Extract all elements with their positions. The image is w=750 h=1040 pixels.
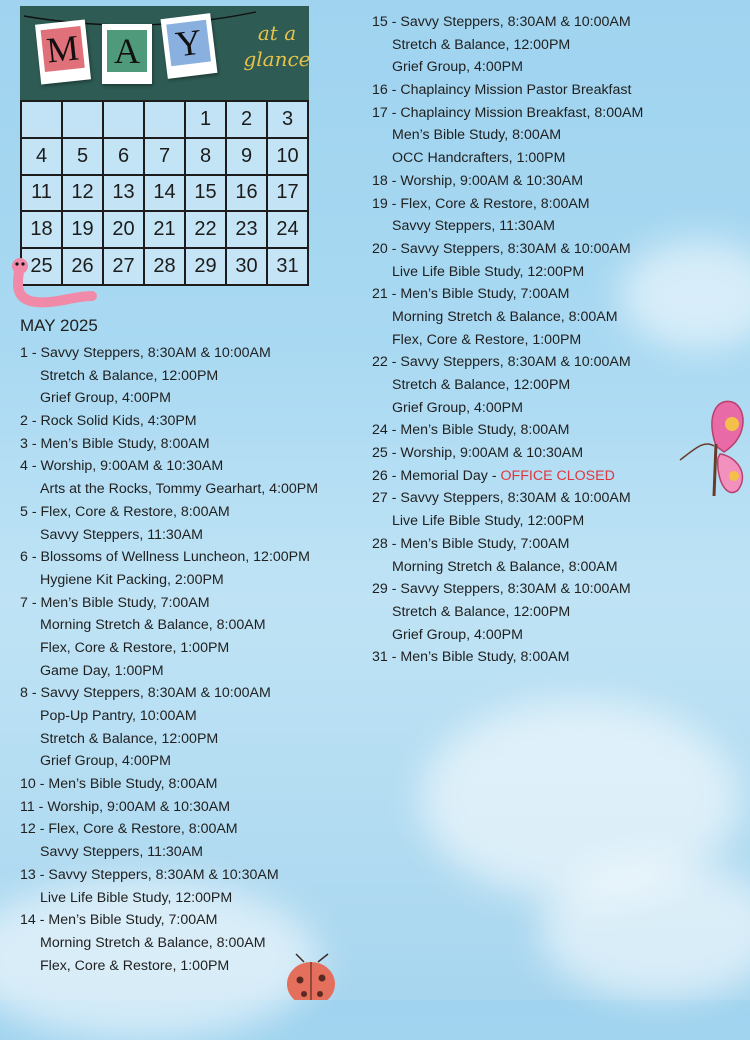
office-closed-label: OFFICE CLOSED	[500, 467, 615, 484]
event-line	[372, 261, 643, 284]
calendar-day: 27	[103, 248, 144, 285]
event-text: 14 - Men’s Bible Study, 7:00AM	[20, 912, 218, 929]
event-text: Grief Group, 4:00PM	[392, 399, 523, 416]
event-line	[372, 465, 643, 488]
event-line	[372, 147, 643, 170]
event-text: 24 - Men’s Bible Study, 8:00AM	[372, 422, 570, 439]
event-line	[20, 909, 318, 932]
event-text: 18 - Worship, 9:00AM & 10:30AM	[372, 172, 584, 189]
letter-a: A	[107, 30, 147, 72]
event-line	[372, 124, 643, 147]
event-line	[20, 728, 318, 751]
event-text: 3 - Men’s Bible Study, 8:00AM	[20, 435, 210, 452]
event-line	[20, 955, 318, 978]
calendar-day: 22	[185, 211, 226, 248]
event-line	[20, 342, 318, 365]
calendar-week	[21, 175, 308, 212]
letter-y: Y	[166, 20, 211, 67]
calendar-day: 12	[62, 175, 103, 212]
event-line	[372, 34, 643, 57]
event-line	[372, 56, 643, 79]
event-text: 16 - Chaplaincy Mission Pastor Breakfast	[372, 82, 632, 99]
event-text: Stretch & Balance, 12:00PM	[392, 603, 571, 620]
event-text: Game Day, 1:00PM	[40, 662, 164, 679]
event-line	[20, 455, 318, 478]
event-text: 25 - Worship, 9:00AM & 10:30AM	[372, 445, 584, 462]
event-line	[20, 524, 318, 547]
event-text: Flex, Core & Restore, 1:00PM	[40, 639, 230, 656]
calendar-day: 25	[21, 248, 62, 285]
event-line	[20, 546, 318, 569]
event-text: 6 - Blossoms of Wellness Luncheon, 12:00PM	[20, 549, 310, 566]
event-line	[20, 592, 318, 615]
calendar-day: 23	[226, 211, 267, 248]
month-banner	[20, 6, 309, 100]
event-text: Grief Group, 4:00PM	[40, 390, 171, 407]
event-text: 27 - Savvy Steppers, 8:30AM & 10:00AM	[372, 490, 631, 507]
calendar-day: 21	[144, 211, 185, 248]
event-text: 7 - Men’s Bible Study, 7:00AM	[20, 594, 210, 611]
event-line	[372, 556, 643, 579]
event-text: 4 - Worship, 9:00AM & 10:30AM	[20, 458, 224, 475]
calendar-day: 13	[103, 175, 144, 212]
event-text: Morning Stretch & Balance, 8:00AM	[40, 934, 266, 951]
event-line	[372, 351, 643, 374]
event-text: Grief Group, 4:00PM	[40, 753, 171, 770]
calendar-day: 24	[267, 211, 308, 248]
event-text: OCC Handcrafters, 1:00PM	[392, 150, 566, 167]
calendar-day: 6	[103, 138, 144, 175]
event-line	[372, 306, 643, 329]
calendar-day: 3	[267, 101, 308, 138]
calendar-day: 29	[185, 248, 226, 285]
calendar-day: 8	[185, 138, 226, 175]
event-text: Pop-Up Pantry, 10:00AM	[40, 708, 197, 724]
event-text: Hygiene Kit Packing, 2:00PM	[40, 571, 224, 588]
calendar-day: 30	[226, 248, 267, 285]
calendar-day	[144, 101, 185, 138]
event-line	[372, 442, 643, 465]
event-text: Morning Stretch & Balance, 8:00AM	[40, 617, 266, 634]
event-text: Flex, Core & Restore, 1:00PM	[392, 331, 582, 348]
calendar-day: 18	[21, 211, 62, 248]
event-line	[372, 215, 643, 238]
event-text: 13 - Savvy Steppers, 8:30AM & 10:30AM	[20, 866, 279, 883]
event-line	[20, 501, 318, 524]
letter-card-y	[161, 13, 218, 79]
event-line	[20, 773, 318, 796]
calendar-day	[62, 101, 103, 138]
event-line	[20, 478, 318, 501]
event-text: Live Life Bible Study, 12:00PM	[392, 513, 585, 530]
event-line	[20, 614, 318, 637]
event-line	[20, 796, 318, 819]
event-text: 19 - Flex, Core & Restore, 8:00AM	[372, 195, 590, 212]
event-line	[372, 79, 643, 102]
event-text: Arts at the Rocks, Tommy Gearhart, 4:00PM	[40, 481, 319, 498]
calendar-day: 16	[226, 175, 267, 212]
calendar-day: 10	[267, 138, 308, 175]
event-line	[372, 193, 643, 216]
at-a-text: at a	[257, 21, 297, 45]
letter-card-m	[35, 20, 91, 85]
event-text: 31 - Men’s Bible Study, 8:00AM	[372, 649, 570, 666]
event-text: 1 - Savvy Steppers, 8:30AM & 10:00AM	[20, 345, 271, 361]
event-line	[372, 487, 643, 510]
event-line	[20, 433, 318, 456]
event-line	[20, 569, 318, 592]
calendar-day: 4	[21, 138, 62, 175]
event-line	[20, 637, 318, 660]
event-text: Live Life Bible Study, 12:00PM	[392, 263, 585, 280]
event-line	[20, 841, 318, 864]
calendar-week	[21, 211, 308, 248]
event-text: 11 - Worship, 9:00AM & 10:30AM	[20, 798, 231, 815]
event-line	[20, 365, 318, 388]
event-text: 2 - Rock Solid Kids, 4:30PM	[20, 413, 197, 430]
event-text: 28 - Men’s Bible Study, 7:00AM	[372, 535, 570, 552]
event-line	[372, 510, 643, 533]
event-text: 12 - Flex, Core & Restore, 8:00AM	[20, 821, 238, 838]
glance-text: glance	[243, 47, 311, 71]
butterfly-icon	[676, 396, 750, 504]
calendar-day: 31	[267, 248, 308, 285]
event-line	[20, 410, 318, 433]
event-line	[372, 102, 643, 125]
calendar-day: 19	[62, 211, 103, 248]
calendar-day: 1	[185, 101, 226, 138]
event-text: Stretch & Balance, 12:00PM	[392, 36, 571, 53]
calendar-week	[21, 138, 308, 175]
calendar-day: 26	[62, 248, 103, 285]
event-text: Grief Group, 4:00PM	[392, 59, 523, 76]
calendar-day	[103, 101, 144, 138]
event-text: Stretch & Balance, 12:00PM	[40, 367, 219, 384]
letter-card-a	[102, 24, 152, 84]
event-line	[372, 170, 643, 193]
event-text: 21 - Men’s Bible Study, 7:00AM	[372, 286, 570, 303]
event-text: Live Life Bible Study, 12:00PM	[40, 889, 233, 906]
event-line	[20, 387, 318, 410]
event-text: Men’s Bible Study, 8:00AM	[392, 127, 562, 144]
event-line	[372, 533, 643, 556]
event-line	[20, 887, 318, 910]
event-text: 29 - Savvy Steppers, 8:30AM & 10:00AM	[372, 581, 631, 598]
event-line	[372, 397, 643, 420]
event-line	[20, 750, 318, 773]
event-text: 10 - Men’s Bible Study, 8:00AM	[20, 776, 218, 793]
event-line	[372, 11, 643, 34]
event-text: 26 - Memorial Day -	[372, 467, 501, 484]
at-a-glance-title	[242, 20, 312, 72]
event-line	[20, 932, 318, 955]
event-text: Savvy Steppers, 11:30AM	[392, 218, 555, 235]
calendar-day: 15	[185, 175, 226, 212]
ladybug-icon	[276, 950, 346, 1000]
worm-icon	[6, 256, 102, 316]
event-text: Grief Group, 4:00PM	[392, 626, 523, 643]
event-line	[372, 624, 643, 647]
calendar-day: 28	[144, 248, 185, 285]
event-text: Morning Stretch & Balance, 8:00AM	[392, 558, 618, 575]
event-line	[372, 578, 643, 601]
event-text: 22 - Savvy Steppers, 8:30AM & 10:00AM	[372, 354, 631, 371]
event-line	[20, 864, 318, 887]
calendar-day	[21, 101, 62, 138]
calendar-week	[21, 101, 308, 138]
event-text: Savvy Steppers, 11:30AM	[40, 844, 203, 861]
event-text: 20 - Savvy Steppers, 8:30AM & 10:00AM	[372, 240, 631, 257]
event-text: 8 - Savvy Steppers, 8:30AM & 10:00AM	[20, 685, 271, 702]
calendar-day: 11	[21, 175, 62, 212]
calendar-day: 2	[226, 101, 267, 138]
calendar-day: 20	[103, 211, 144, 248]
event-line	[372, 329, 643, 352]
event-line	[20, 818, 318, 841]
event-line	[20, 682, 318, 705]
event-text: 15 - Savvy Steppers, 8:30AM & 10:00AM	[372, 14, 631, 30]
calendar-day: 7	[144, 138, 185, 175]
calendar-day: 5	[62, 138, 103, 175]
event-line	[372, 374, 643, 397]
event-text: Stretch & Balance, 12:00PM	[40, 730, 219, 747]
event-line	[372, 238, 643, 261]
event-text: Morning Stretch & Balance, 8:00AM	[392, 308, 618, 325]
event-text: Flex, Core & Restore, 1:00PM	[40, 957, 230, 974]
event-line	[20, 660, 318, 683]
event-line	[372, 283, 643, 306]
calendar-day: 14	[144, 175, 185, 212]
event-line	[372, 419, 643, 442]
left-event-list	[20, 342, 318, 977]
month-title: MAY 2025	[20, 316, 98, 335]
event-text: Stretch & Balance, 12:00PM	[392, 377, 571, 393]
event-line	[372, 601, 643, 624]
calendar-day: 9	[226, 138, 267, 175]
event-line	[372, 646, 643, 669]
event-line	[20, 705, 318, 728]
event-text: Savvy Steppers, 11:30AM	[40, 526, 203, 543]
event-text: 17 - Chaplaincy Mission Breakfast, 8:00AM	[372, 104, 644, 121]
right-event-list	[372, 11, 643, 669]
letter-m: M	[41, 26, 85, 72]
event-text: 5 - Flex, Core & Restore, 8:00AM	[20, 503, 230, 520]
calendar-day: 17	[267, 175, 308, 212]
